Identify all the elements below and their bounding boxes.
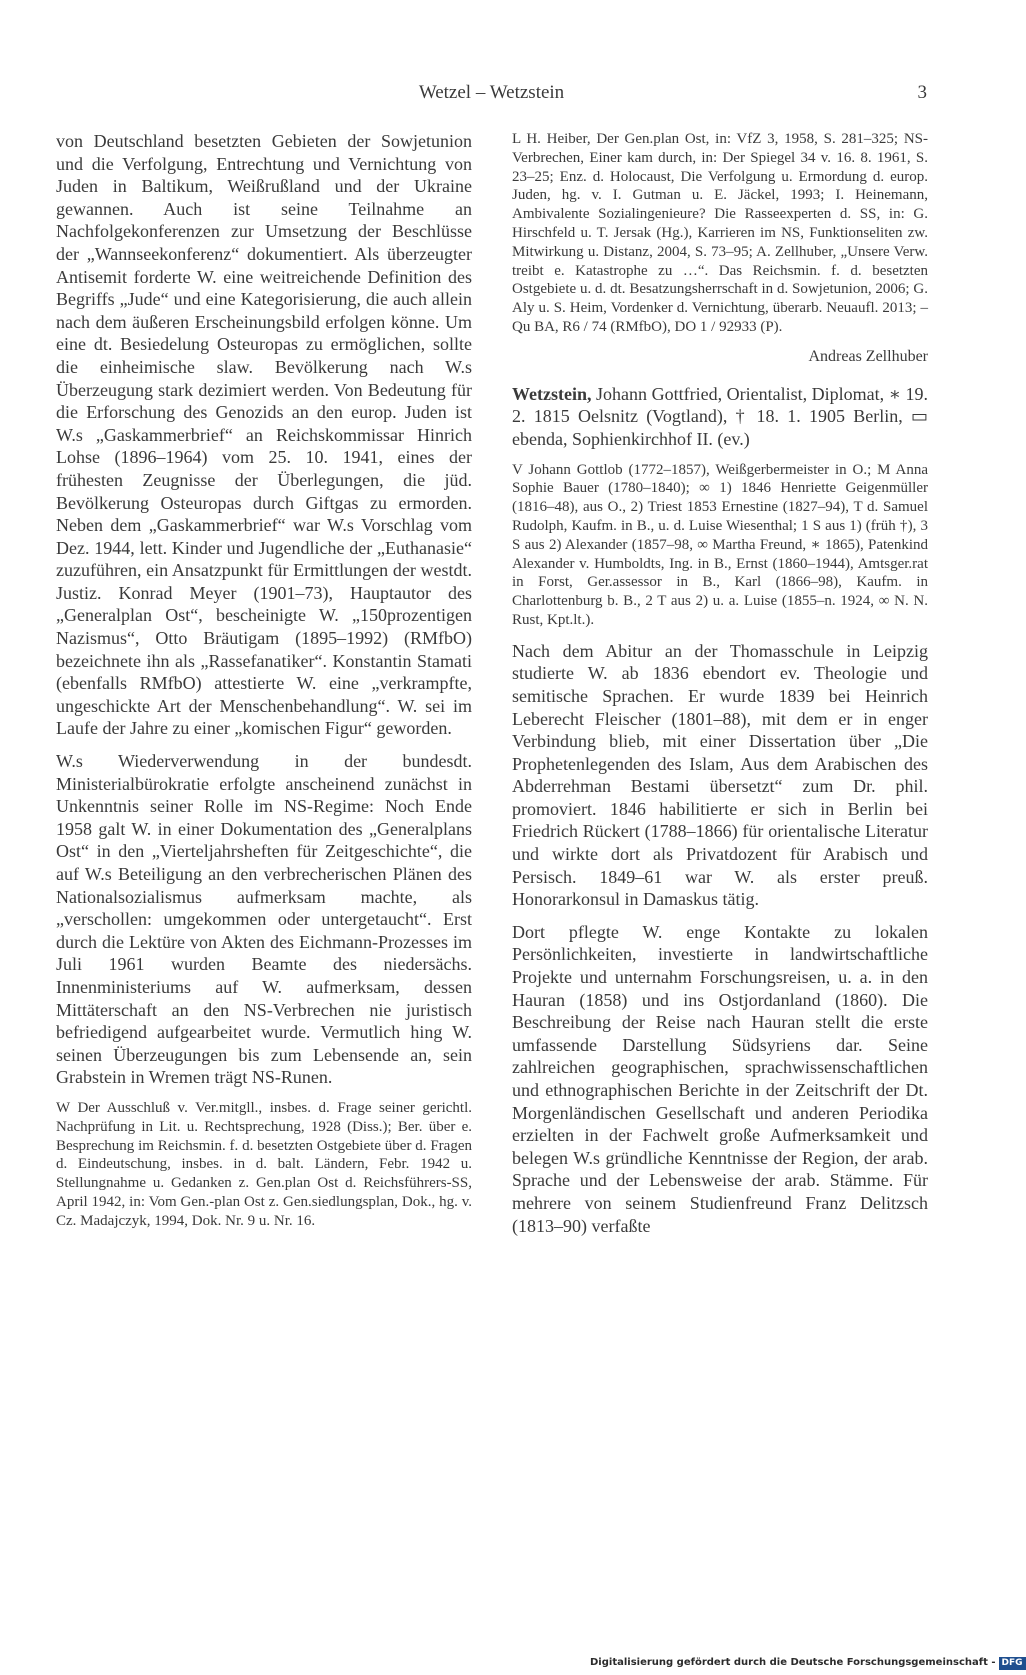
literature-list: L H. Heiber, Der Gen.plan Ost, in: VfZ 3, 1958, S. 281–325; NS-Verbrechen, Einer kam durch, in: Der Spiegel 34 v. 16. 8. 1961, S. 23–25; Enz. d. Holocaust, Die Verfolgung u. Ermordung d. europ. Juden, hg. v. I. Gutman u. E. Jäckel, 1993; I. Heinemann, Ambivalente Sozialingenieure? Die Rasseexperten d. SS, in: G. Hirschfeld u. T. Jersak (Hg.), Karrieren im NS, Funktionseliten zw. Mitwirkung u. Distanz, 2004, S. 73–95; A. Zellhuber, „Unsere Verw. treibt e. Katastrophe zu …“. Das Reichsmin. f. d. besetzten Ostgebiete u. d. dt. Besatzungsherrschaft in d. Sowjetunion, 2006; G. Aly u. S. Heim, Vordenker d. Vernichtung, überarb. Neuaufl. 2013; – Qu BA, R6 / 74 (RMfbO), DO 1 / 92933 (P). [512, 131, 928, 335]
works-list: W Der Ausschluß v. Ver.mitgll., insbes. d. Frage seiner gerichtl. Nachprüfung in Lit. u. Rechtsprechung, 1928 (Diss.); Ber. über e. Besprechung im Reichsmin. f. d. besetzten Ostgebiete über d. Fragen d. Eindeutschung, insbes. in d. balt. Ländern, Febr. 1942 u. Stellungnahme u. Gedanken z. Gen.plan Ost d. Reichsführers-SS, April 1942, in: Vom Gen.-plan Ost z. Gen.siedlungsplan, Dok., hg. v. Cz. Madajczyk, 1994, Dok. Nr. 9 u. Nr. 16. [56, 1099, 472, 1229]
entry-heading [512, 383, 928, 451]
left-paragraph-1: von Deutschland besetzten Gebieten der Sowjetunion und die Verfolgung, Entrechtung und Vernichtung von Juden in Baltikum, Weißrußland und der Ukraine gewannen. Auch ist seine Teilnahme an Nachfolgekonferenzen zur Umsetzung der Beschlüsse der „Wannseekonferenz“ dokumentiert. Als überzeugter Antisemit forderte W. eine weitreichende Definition des Begriffs „Jude“ und eine Kategorisierung, die auch allein nach dem äußeren Erscheinungsbild erfolgen könne. Um eine dt. Besiedelung Osteuropas zu ermöglichen, sollte die einheimische slaw. Bevölkerung nach W.s Überzeugung stark dezimiert werden. Von Bedeutung für die Erforschung des Genozids an den europ. Juden ist W.s „Gaskammerbrief“ an Reichskommissar Hinrich Lohse (1896–1964) vom 25. 10. 1941, eines der frühesten Zeugnisse der Überlegungen, die jüd. Bevölkerung Osteuropas durch Giftgas zu ermorden. Neben dem „Gaskammerbrief“ war W.s Vorschlag vom Dez. 1944, lett. Kinder und Jugendliche der „Euthanasie“ zuzuführen, ein Ansatzpunkt für Ermittlungen der westdt. Justiz. Konrad Meyer (1901–73), Hauptautor des „Generalplan Ost“, bescheinigte W. „150prozentigen Nazismus“, Otto Bräutigam (1895–1992) (RMfbO) bezeichnete ihn als „Rassefanatiker“. Konstantin Stamati (ebenfalls RMfbO) attestierte W. eine „verkrampfte, ungeschickte Art der Menschenbehandlung“. W. sei im Laufe der Jahre zu einer „komischen Figur“ geworden. [56, 131, 472, 739]
funding-footer [590, 1657, 1023, 1671]
dfg-logo: DFG [999, 1657, 1026, 1670]
right-paragraph-1: Nach dem Abitur an der Thomasschule in Leipzig studierte W. ab 1836 ebendort ev. Theologie und semitische Sprachen. Er wurde 1839 bei Heinrich Leberecht Fleischer (1801–88), mit dem er in enger Verbindung blieb, mit einer Dissertation über „Die Prophetenlegenden des Islam, Aus dem Arabischen des Abderrehman Bestami übersetzt“ zum Dr. phil. promoviert. 1846 habilitierte er sich in Berlin bei Friedrich Rückert (1788–1866) für orientalische Literatur und wirkte dort als Privatdozent für Arabisch und Persisch. 1849–61 war W. als erster preuß. Honorarkonsul in Damaskus tätig. [512, 640, 928, 910]
footer-text: Digitalisierung gefördert durch die Deutsche Forschungsgemeinschaft - [590, 1657, 996, 1668]
right-column [512, 130, 928, 1247]
running-title: Wetzel – Wetzstein [418, 82, 565, 103]
article-author: Andreas Zellhuber [808, 347, 928, 365]
running-header [56, 82, 927, 108]
right-paragraph-2: Dort pflegte W. enge Kontakte zu lokalen Persönlichkeiten, investierte in landwirtschaftliche Projekte und unternahm Forschungsreisen, u. a. in den Hauran (1858) und ins Ostjordanland (1860). Die Beschreibung der Reise nach Hauran stellt die erste umfassende Darstellung Südsyriens dar. Seine zahlreichen geographischen, sprachwissenschaftlichen und ethnographischen Berichte in der Zeitschrift der Dt. Morgenländischen Gesellschaft und anderen Periodika erzielten in der Fachwelt große Aufmerksamkeit und belegen W.s gründliche Kenntnisse der Region, der arab. Sprache und der Lebensweise der arab. Stämme. Für mehrere von seinem Studienfreund Franz Delitzsch (1813–90) verfaßte [512, 921, 928, 1236]
entry-headword: Wetzstein, [512, 383, 592, 404]
page-number: 3 [917, 82, 927, 103]
entry-head-details: Johann Gottfried, Orientalist, Diplomat, ∗ 19. 2. 1815 Oelsnitz (Vogtland), † 18. 1. 1905 Berlin, ▭ ebenda, Sophienkirchhof II. (ev.) [512, 383, 928, 449]
genealogy: V Johann Gottlob (1772–1857), Weißgerbermeister in O.; M Anna Sophie Bauer (1780–1840); ∞ 1) 1846 Henriette Geigenmüller (1816–48), aus O., 2) Triest 1853 Ernestine (1827–94), T d. Samuel Rudolph, Kaufm. in B., u. d. Luise Wiesenthal; 1 S aus 1) (früh †), 3 S aus 2) Alexander (1857–98, ∞ Martha Freund, ∗ 1865), Patenkind Alexander v. Humboldts, Ing. in B., Ernst (1860–1944), Amtsger.rat in Forst, Ger.assessor in B., Karl (1866–98), Kaufm. in Charlottenburg b. B., 2 T aus 2) u. a. Luise (1855–n. 1924, ∞ N. N. Rust, Kpt.lt.). [512, 461, 928, 628]
left-paragraph-2: W.s Wiederverwendung in der bundesdt. Ministerialbürokratie erfolgte anscheinend zunächst in Unkenntnis seiner Rolle im NS-Regime: Noch Ende 1958 galt W. in einer Dokumentation des „Generalplans Ost“ in den „Vierteljahrsheften für Zeitgeschichte“, die auf W.s Beteiligung an den verbrecherischen Plänen des Nationalsozialismus aufmerksam machte, als „verschollen: umgekommen oder untergetaucht“. Erst durch die Lektüre von Akten des Eichmann-Prozesses im Juli 1961 wurden Beamte des niedersächs. Innenministeriums auf W. aufmerksam, dessen Mittäterschaft an den NS-Verbrechen nie juristisch befriedigend aufgearbeitet wurde. Vermutlich hing W. seinen Überzeugungen bis zum Lebensende an, sein Grabstein in Wremen trägt NS-Runen. [56, 751, 472, 1088]
left-column [56, 130, 472, 1241]
